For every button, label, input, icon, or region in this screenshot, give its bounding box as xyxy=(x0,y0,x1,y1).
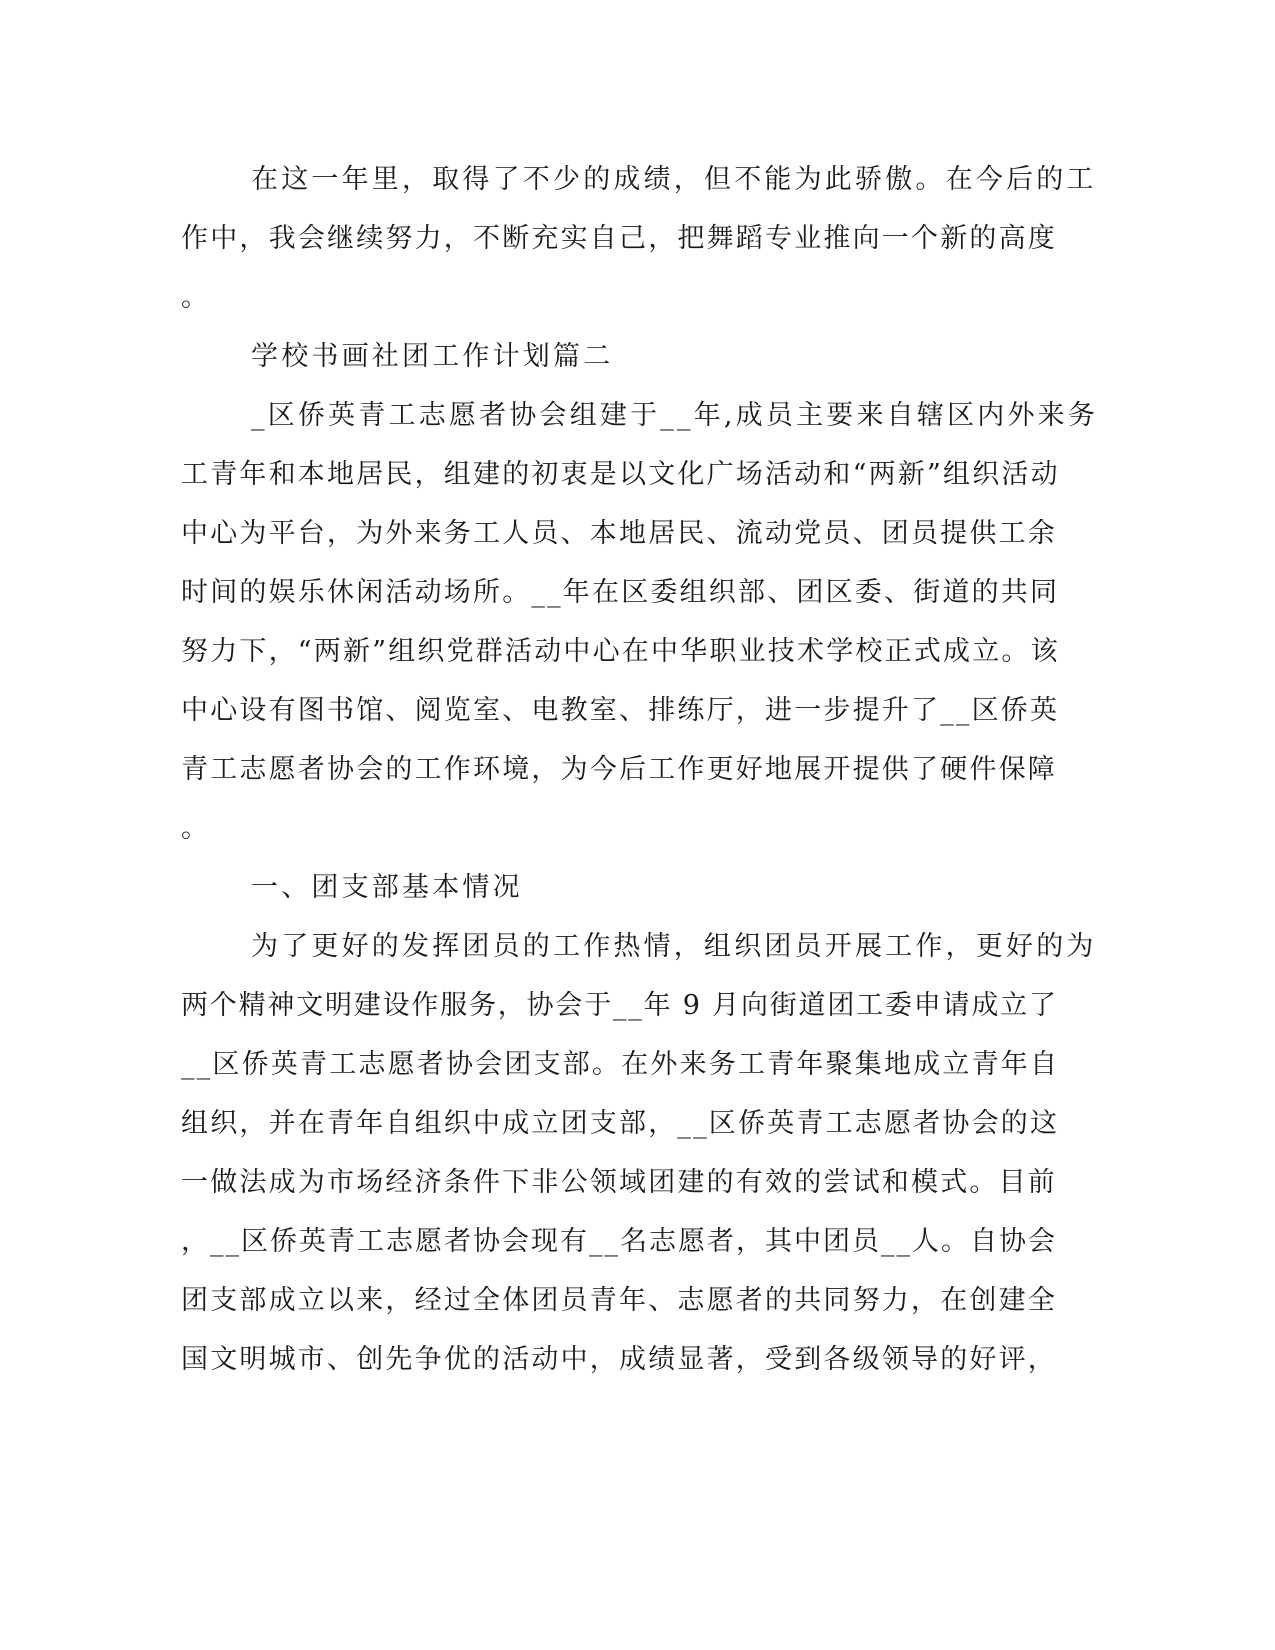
section-heading: 学校书画社团工作计划篇二 xyxy=(251,341,614,372)
paragraph-line: 一做法成为市场经济条件下非公领域团建的有效的尝试和模式。目前 xyxy=(181,1167,1057,1198)
paragraph-line: 作中，我会继续努力，不断充实自己，把舞蹈专业推向一个新的高度 xyxy=(181,223,1057,254)
paragraph-line: 。 xyxy=(181,813,212,844)
paragraph-line: 在这一年里，取得了不少的成绩，但不能为此骄傲。在今后的工 xyxy=(251,164,1097,195)
paragraph-line: 组织，并在青年自组织中成立团支部，__区侨英青工志愿者协会的这 xyxy=(181,1108,1060,1139)
paragraph-line: 时间的娱乐休闲活动场所。__年在区委组织部、团区委、街道的共同 xyxy=(181,577,1060,608)
paragraph-line: 。 xyxy=(181,282,212,313)
paragraph-line: ，__区侨英青工志愿者协会现有__名志愿者，其中团员__人。自协会 xyxy=(181,1226,1057,1257)
paragraph-line: 为了更好的发挥团员的工作热情，组织团员开展工作，更好的为 xyxy=(251,931,1097,962)
paragraph-line: __区侨英青工志愿者协会团支部。在外来务工青年聚集地成立青年自 xyxy=(181,1049,1060,1080)
section-heading: 一、团支部基本情况 xyxy=(251,872,523,903)
paragraph-line: 中心为平台，为外来务工人员、本地居民、流动党员、团员提供工余 xyxy=(181,518,1057,549)
paragraph-line: 工青年和本地居民，组建的初衷是以文化广场活动和“两新”组织活动 xyxy=(181,459,1060,490)
paragraph-line: 两个精神文明建设作服务，协会于__年 9 月向街道团工委申请成立了 xyxy=(181,990,1058,1021)
paragraph-line: 中心设有图书馆、阅览室、电教室、排练厅，进一步提升了__区侨英 xyxy=(181,695,1060,726)
paragraph-line: 国文明城市、创先争优的活动中，成绩显著，受到各级领导的好评， xyxy=(181,1344,1057,1375)
paragraph-line: _区侨英青工志愿者协会组建于__年,成员主要来自辖区内外来务 xyxy=(251,400,1099,431)
paragraph-line: 团支部成立以来，经过全体团员青年、志愿者的共同努力，在创建全 xyxy=(181,1285,1057,1316)
paragraph-line: 努力下，“两新”组织党群活动中心在中华职业技术学校正式成立。该 xyxy=(181,636,1060,667)
paragraph-line: 青工志愿者协会的工作环境，为今后工作更好地展开提供了硬件保障 xyxy=(181,754,1057,785)
